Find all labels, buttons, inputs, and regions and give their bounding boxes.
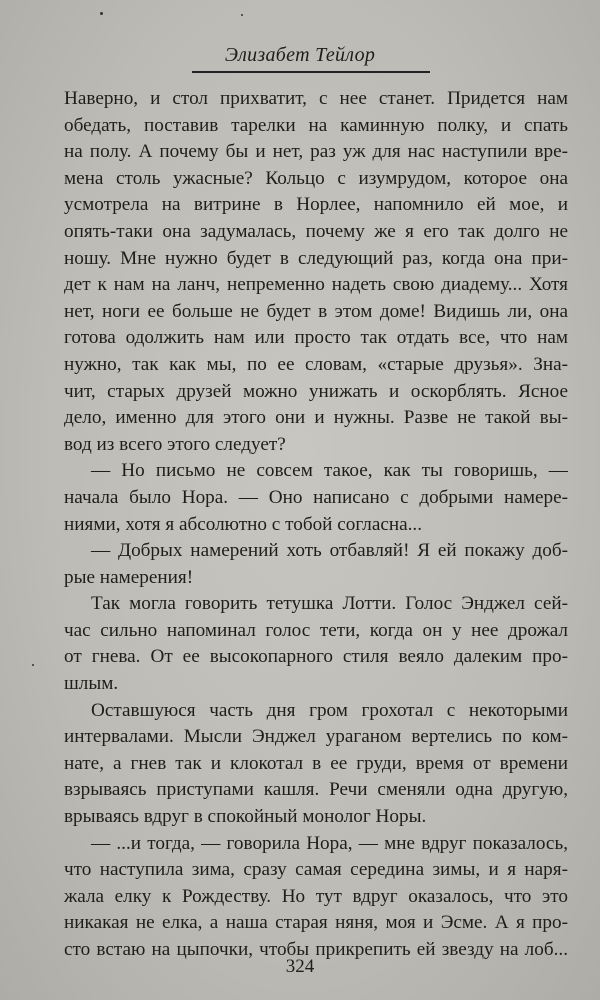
text-line: нате, а гнев так и клокотал в ее груди, время от времени [64,752,568,774]
header-rule [192,71,430,73]
text-line: взрываясь приступами кашля. Речи сменяли одна другую, [64,779,568,801]
text-line: сто встаю на цыпочки, чтобы прикрепить ей звезду на лоб... [64,939,568,960]
text-line: дело, именно для этого они и нужны. Разве не такой вы- [64,407,568,429]
text-line: готова одолжить нам или просто так отдать все, что нам [64,327,568,349]
text-line: интервалами. Мысли Энджел ураганом вертелись по ком- [64,726,568,748]
running-header: Элизабет Тейлор [224,44,376,66]
text-line: час сильно напоминал голос тети, когда он у нее дрожал [64,619,568,641]
text-line: Так могла говорить тетушка Лотти. Голос Энджел сей- [91,593,568,615]
text-line: Наверно, и стол прихватит, с нее станет. Придется нам [64,88,568,109]
ink-speck [241,14,243,16]
text-line: мена столь ужасные? Кольцо с изумрудом, которое она [64,167,568,189]
text-line: Оставшуюся часть дня гром грохотал с некоторыми [91,699,568,721]
text-line: что наступила зима, сразу самая середина зимы, и я наря- [64,859,568,881]
text-line: нужно, так как мы, по ее словам, «старые друзья». Зна- [64,353,568,375]
text-line: чит, старых друзей можно унижать и оскорблять. Ясное [64,380,568,402]
body-text [64,86,568,964]
text-line: ниями, хотя я абсолютно с тобой согласна... [64,513,423,535]
text-line: начала было Нора. — Оно написано с добрыми намере- [64,486,568,508]
text-line: рые намерения! [64,566,194,588]
text-line: от гнева. От ее высокопарного стиля веяло далеким про- [64,646,568,668]
ink-speck [32,664,34,666]
text-line: ношу. Мне нужно будет в следующий раз, когда она при- [64,247,568,269]
text-line: обедать, поставив тарелки на каминную полку, и спать [64,114,568,136]
text-line: врываясь вдруг в спокойный монолог Норы. [64,806,427,828]
text-line: вод из всего этого следует? [64,433,286,455]
text-line: на полу. А почему бы и нет, раз уж для нас наступили вре- [64,141,568,163]
text-line: — ...и тогда, — говорила Нора, — мне вдруг показалось, [91,832,568,854]
ink-speck [100,12,103,15]
text-line: — Но письмо не совсем такое, как ты говоришь, — [91,460,568,482]
text-line: нет, ноги ее больше не будет в этом доме! Видишь ли, она [64,300,568,322]
page-number: 324 [285,956,315,977]
text-line: опять-таки она задумалась, почему же я его так долго не [64,220,568,242]
text-line: усмотрела на витрине в Норлее, напомнило ей мое, и [64,194,568,216]
text-line: шлым. [64,673,119,695]
text-line: никакая не елка, а наша старая няня, моя и Эсме. А я про- [64,912,568,934]
text-line: дет к нам на ланч, непременно надеть свою диадему... Хотя [64,274,568,296]
text-line: — Добрых намерений хоть отбавляй! Я ей покажу доб- [91,540,568,562]
text-line: жала елку к Рождеству. Но тут вдруг оказалось, что это [64,885,568,907]
